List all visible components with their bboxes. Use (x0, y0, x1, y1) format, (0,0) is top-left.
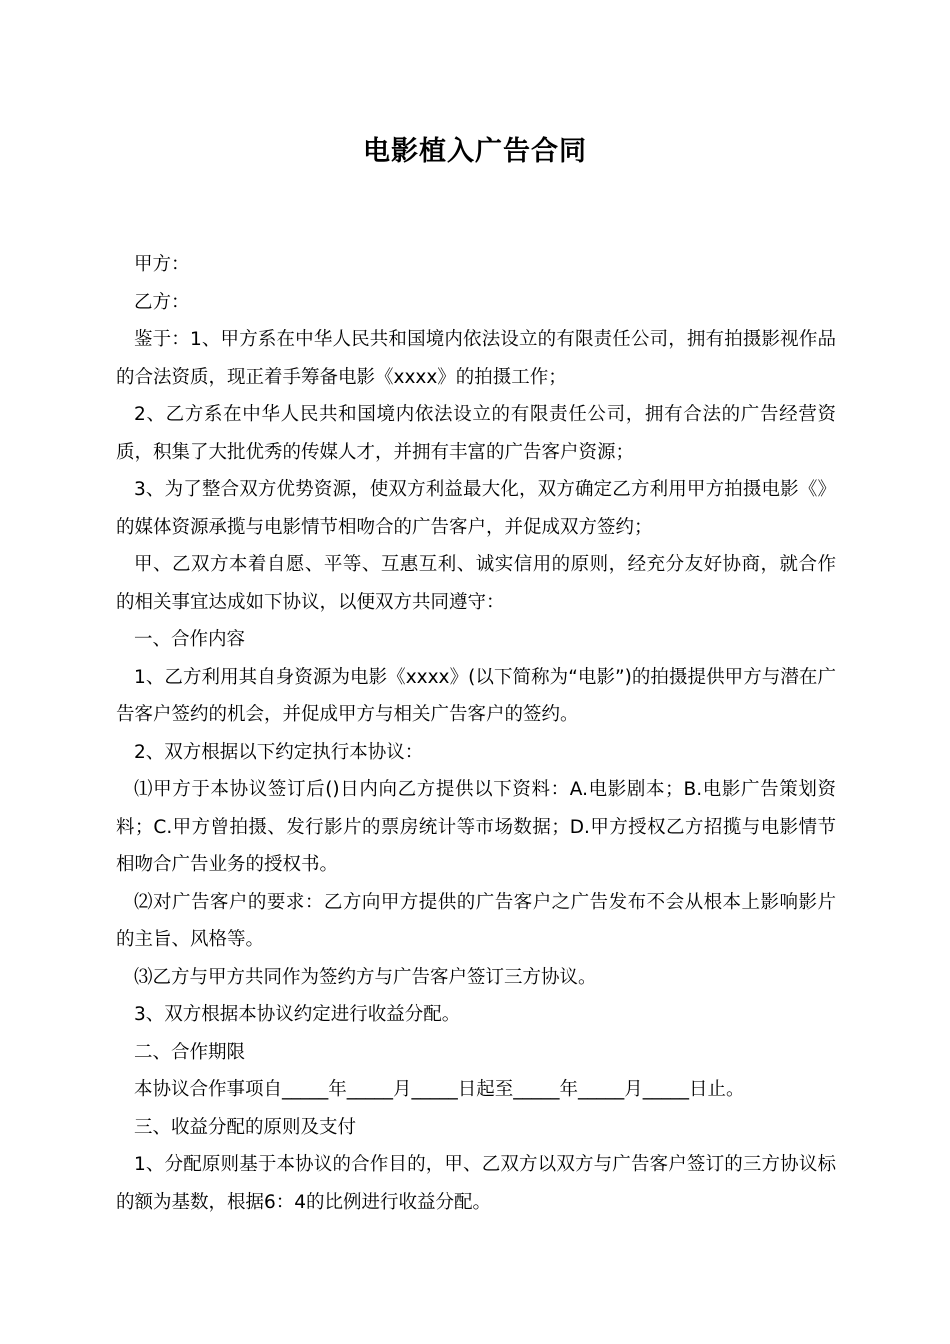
party-b-line: 乙方： (134, 291, 190, 313)
clause-1-2-item-1: ⑴甲方于本协议签订后()日内向乙方提供以下资料：A.电影剧本；B.电影广告策划资料；C.甲方曾拍摄、发行影片的票房统计等市场数据；D.甲方授权乙方招揽与电影情节相吻合广告业务的授权书。 (116, 779, 836, 875)
clause-1-2-item-2: ⑵对广告客户的要求：乙方向甲方提供的广告客户之广告发布不会从根本上影响影片的主旨、风格等。 (116, 891, 836, 950)
clause-1-3: 3、双方根据本协议约定进行收益分配。 (134, 1004, 461, 1025)
section-heading-cooperation-term: 二、合作期限 (134, 1041, 246, 1063)
preamble-paragraph: 甲、乙双方本着自愿、平等、互惠互利、诚实信用的原则，经充分友好协商，就合作的相关事宜达成如下协议，以便双方共同遵守： (116, 554, 836, 613)
whereas-clause-2: 2、乙方系在中华人民共和国境内依法设立的有限责任公司，拥有合法的广告经营资质，积集了大批优秀的传媒人才，并拥有丰富的广告客户资源； (116, 404, 836, 463)
clause-1-2: 2、双方根据以下约定执行本协议： (134, 741, 424, 763)
whereas-clause-1: 鉴于：1、甲方系在中华人民共和国境内依法设立的有限责任公司，拥有拍摄影视作品的合法资质，现正着手筹备电影《xxxx》的拍摄工作； (116, 329, 836, 388)
section-heading-cooperation-content: 一、合作内容 (134, 629, 246, 650)
document-title: 电影植入广告合同 (363, 136, 587, 167)
term-clause: 本协议合作事项自_____年_____月_____日起至_____年_____月_____日止。 (134, 1079, 745, 1100)
party-a-line: 甲方： (134, 254, 190, 275)
document-body (116, 246, 836, 1221)
whereas-clause-3: 3、为了整合双方优势资源，使双方利益最大化，双方确定乙方利用甲方拍摄电影《》的媒体资源承揽与电影情节相吻合的广告客户，并促成双方签约； (116, 479, 836, 538)
clause-1-2-item-3: ⑶乙方与甲方共同作为签约方与广告客户签订三方协议。 (134, 966, 597, 988)
clause-1-1: 1、乙方利用其自身资源为电影《xxxx》(以下简称为“电影”)的拍摄提供甲方与潜在广告客户签约的机会，并促成甲方与相关广告客户的签约。 (116, 666, 836, 725)
clause-3-1: 1、分配原则基于本协议的合作目的，甲、乙双方以双方与广告客户签订的三方协议标的额为基数，根据6：4的比例进行收益分配。 (116, 1154, 836, 1213)
section-heading-revenue-distribution: 三、收益分配的原则及支付 (134, 1116, 357, 1138)
